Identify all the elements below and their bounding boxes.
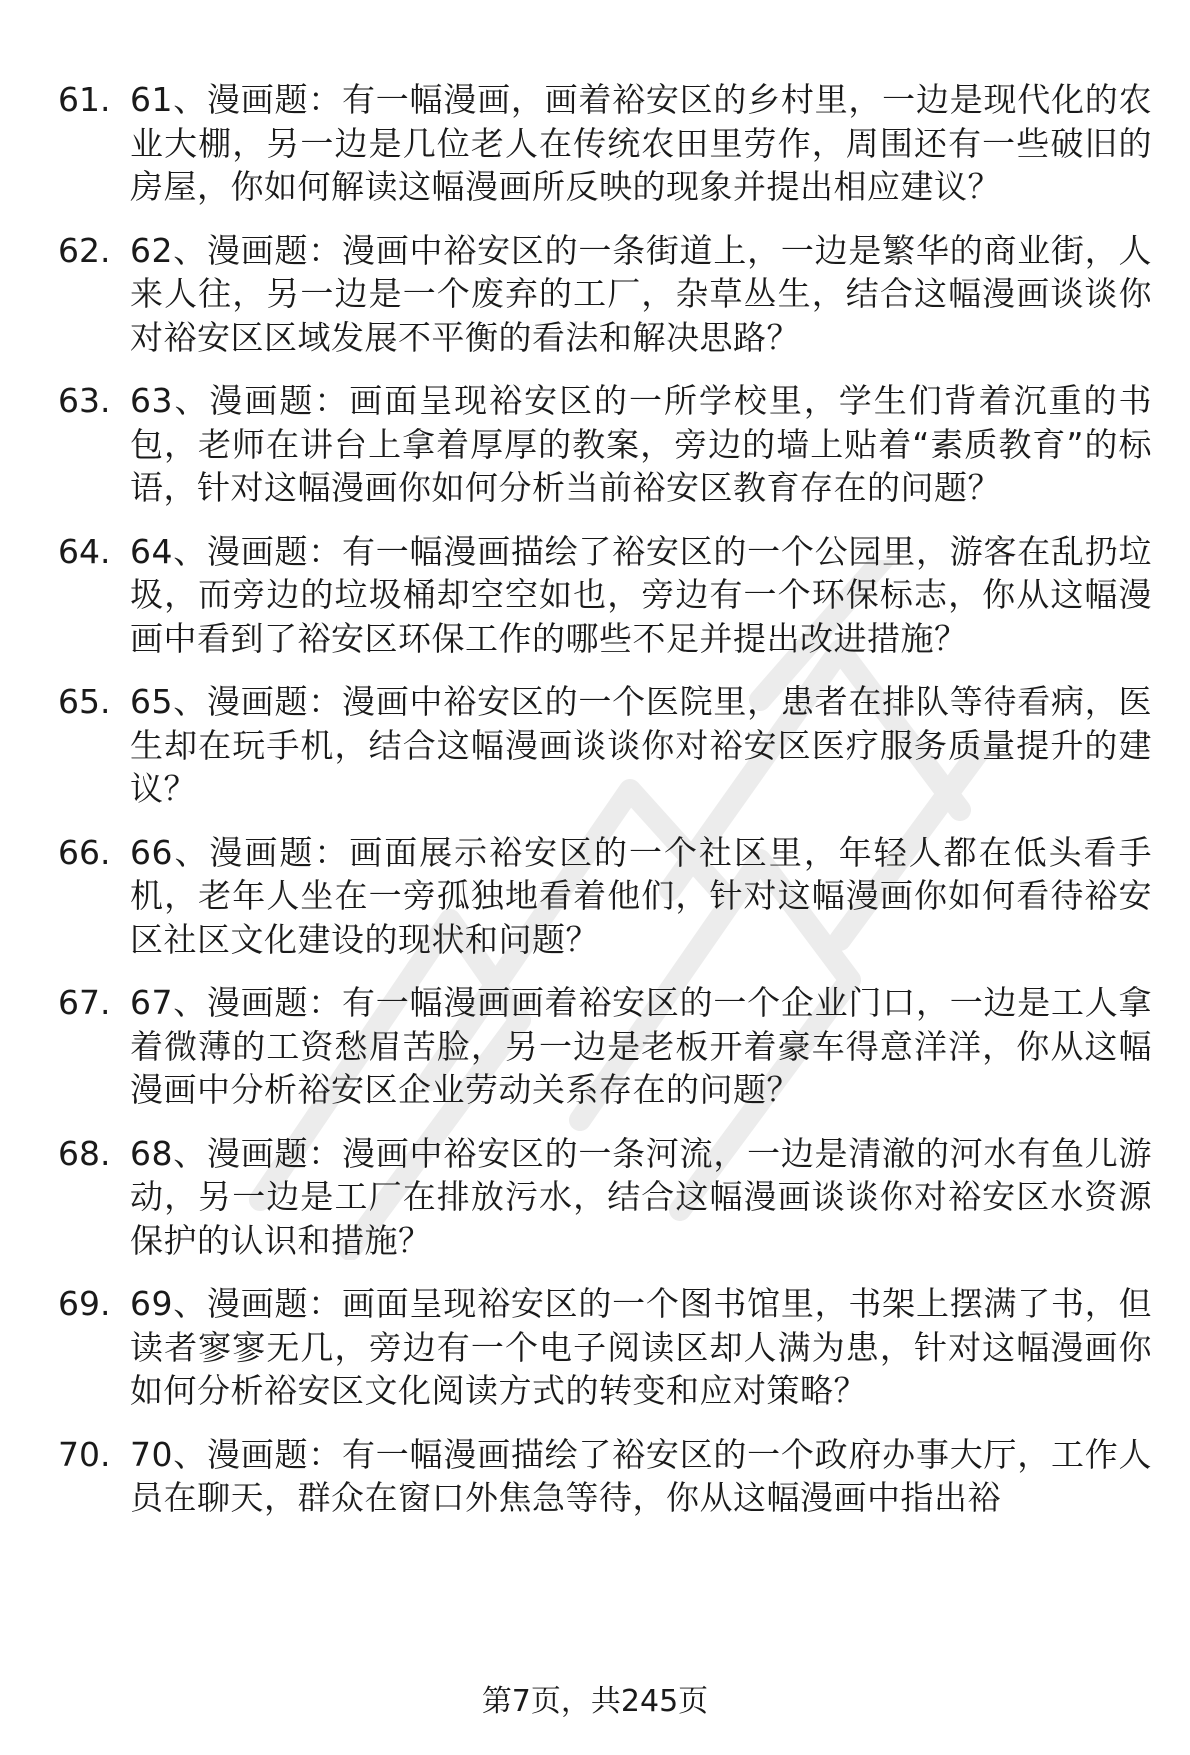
question-item-64 bbox=[0, 530, 1190, 661]
question-item-62 bbox=[0, 229, 1190, 360]
question-text: 61、漫画题：有一幅漫画，画着裕安区的乡村里，一边是现代化的农业大棚，另一边是几位老人在传统农田里劳作，周围还有一些破旧的房屋，你如何解读这幅漫画所反映的现象并提出相应建议？ bbox=[130, 80, 1152, 206]
question-text: 62、漫画题：漫画中裕安区的一条街道上，一边是繁华的商业街，人来人往，另一边是一个废弃的工厂，杂草丛生，结合这幅漫画谈谈你对裕安区区域发展不平衡的看法和解决思路？ bbox=[130, 230, 1152, 357]
question-text: 70、漫画题：有一幅漫画描绘了裕安区的一个政府办事大厅，工作人员在聊天，群众在窗口外焦急等待，你从这幅漫画中指出裕 bbox=[130, 1434, 1152, 1517]
question-number: 66. bbox=[58, 832, 111, 872]
question-list bbox=[0, 78, 1190, 1540]
question-item-67 bbox=[0, 981, 1190, 1112]
question-number: 64. bbox=[58, 531, 111, 571]
question-item-70 bbox=[0, 1433, 1190, 1520]
question-item-69 bbox=[0, 1282, 1190, 1413]
question-item-68 bbox=[0, 1132, 1190, 1263]
question-number: 67. bbox=[58, 983, 111, 1022]
question-text: 68、漫画题：漫画中裕安区的一条河流，一边是清澈的河水有鱼儿游动，另一边是工厂在排放污水，结合这幅漫画谈谈你对裕安区水资源保护的认识和措施？ bbox=[130, 1133, 1152, 1260]
question-item-61 bbox=[0, 78, 1190, 209]
question-number: 70. bbox=[58, 1434, 111, 1474]
question-number: 63. bbox=[58, 381, 111, 420]
question-item-65 bbox=[0, 680, 1190, 811]
question-number: 68. bbox=[58, 1133, 111, 1173]
question-text: 66、漫画题：画面展示裕安区的一个社区里，年轻人都在低头看手机，老年人坐在一旁孤独地看着他们，针对这幅漫画你如何看待裕安区社区文化建设的现状和问题？ bbox=[130, 832, 1152, 959]
question-text: 69、漫画题：画面呈现裕安区的一个图书馆里，书架上摆满了书，但读者寥寥无几，旁边有一个电子阅读区却人满为患，针对这幅漫画你如何分析裕安区文化阅读方式的转变和应对策略？ bbox=[130, 1284, 1152, 1410]
question-number: 61. bbox=[58, 80, 111, 119]
question-number: 65. bbox=[58, 682, 111, 721]
question-number: 69. bbox=[58, 1284, 111, 1323]
page-number-footer: 第7页，共245页 bbox=[481, 1684, 709, 1719]
question-item-63 bbox=[0, 379, 1190, 510]
question-item-66 bbox=[0, 831, 1190, 962]
question-text: 64、漫画题：有一幅漫画描绘了裕安区的一个公园里，游客在乱扔垃圾，而旁边的垃圾桶却空空如也，旁边有一个环保标志，你从这幅漫画中看到了裕安区环保工作的哪些不足并提出改进措施？ bbox=[130, 531, 1152, 658]
question-text: 63、漫画题：画面呈现裕安区的一所学校里，学生们背着沉重的书包，老师在讲台上拿着厚厚的教案，旁边的墙上贴着“素质教育”的标语，针对这幅漫画你如何分析当前裕安区教育存在的问题？ bbox=[130, 381, 1152, 507]
question-number: 62. bbox=[58, 230, 111, 270]
question-text: 65、漫画题：漫画中裕安区的一个医院里，患者在排队等待看病，医生却在玩手机，结合这幅漫画谈谈你对裕安区医疗服务质量提升的建议？ bbox=[130, 682, 1152, 808]
question-text: 67、漫画题：有一幅漫画画着裕安区的一个企业门口，一边是工人拿着微薄的工资愁眉苦脸，另一边是老板开着豪车得意洋洋，你从这幅漫画中分析裕安区企业劳动关系存在的问题？ bbox=[130, 983, 1152, 1109]
